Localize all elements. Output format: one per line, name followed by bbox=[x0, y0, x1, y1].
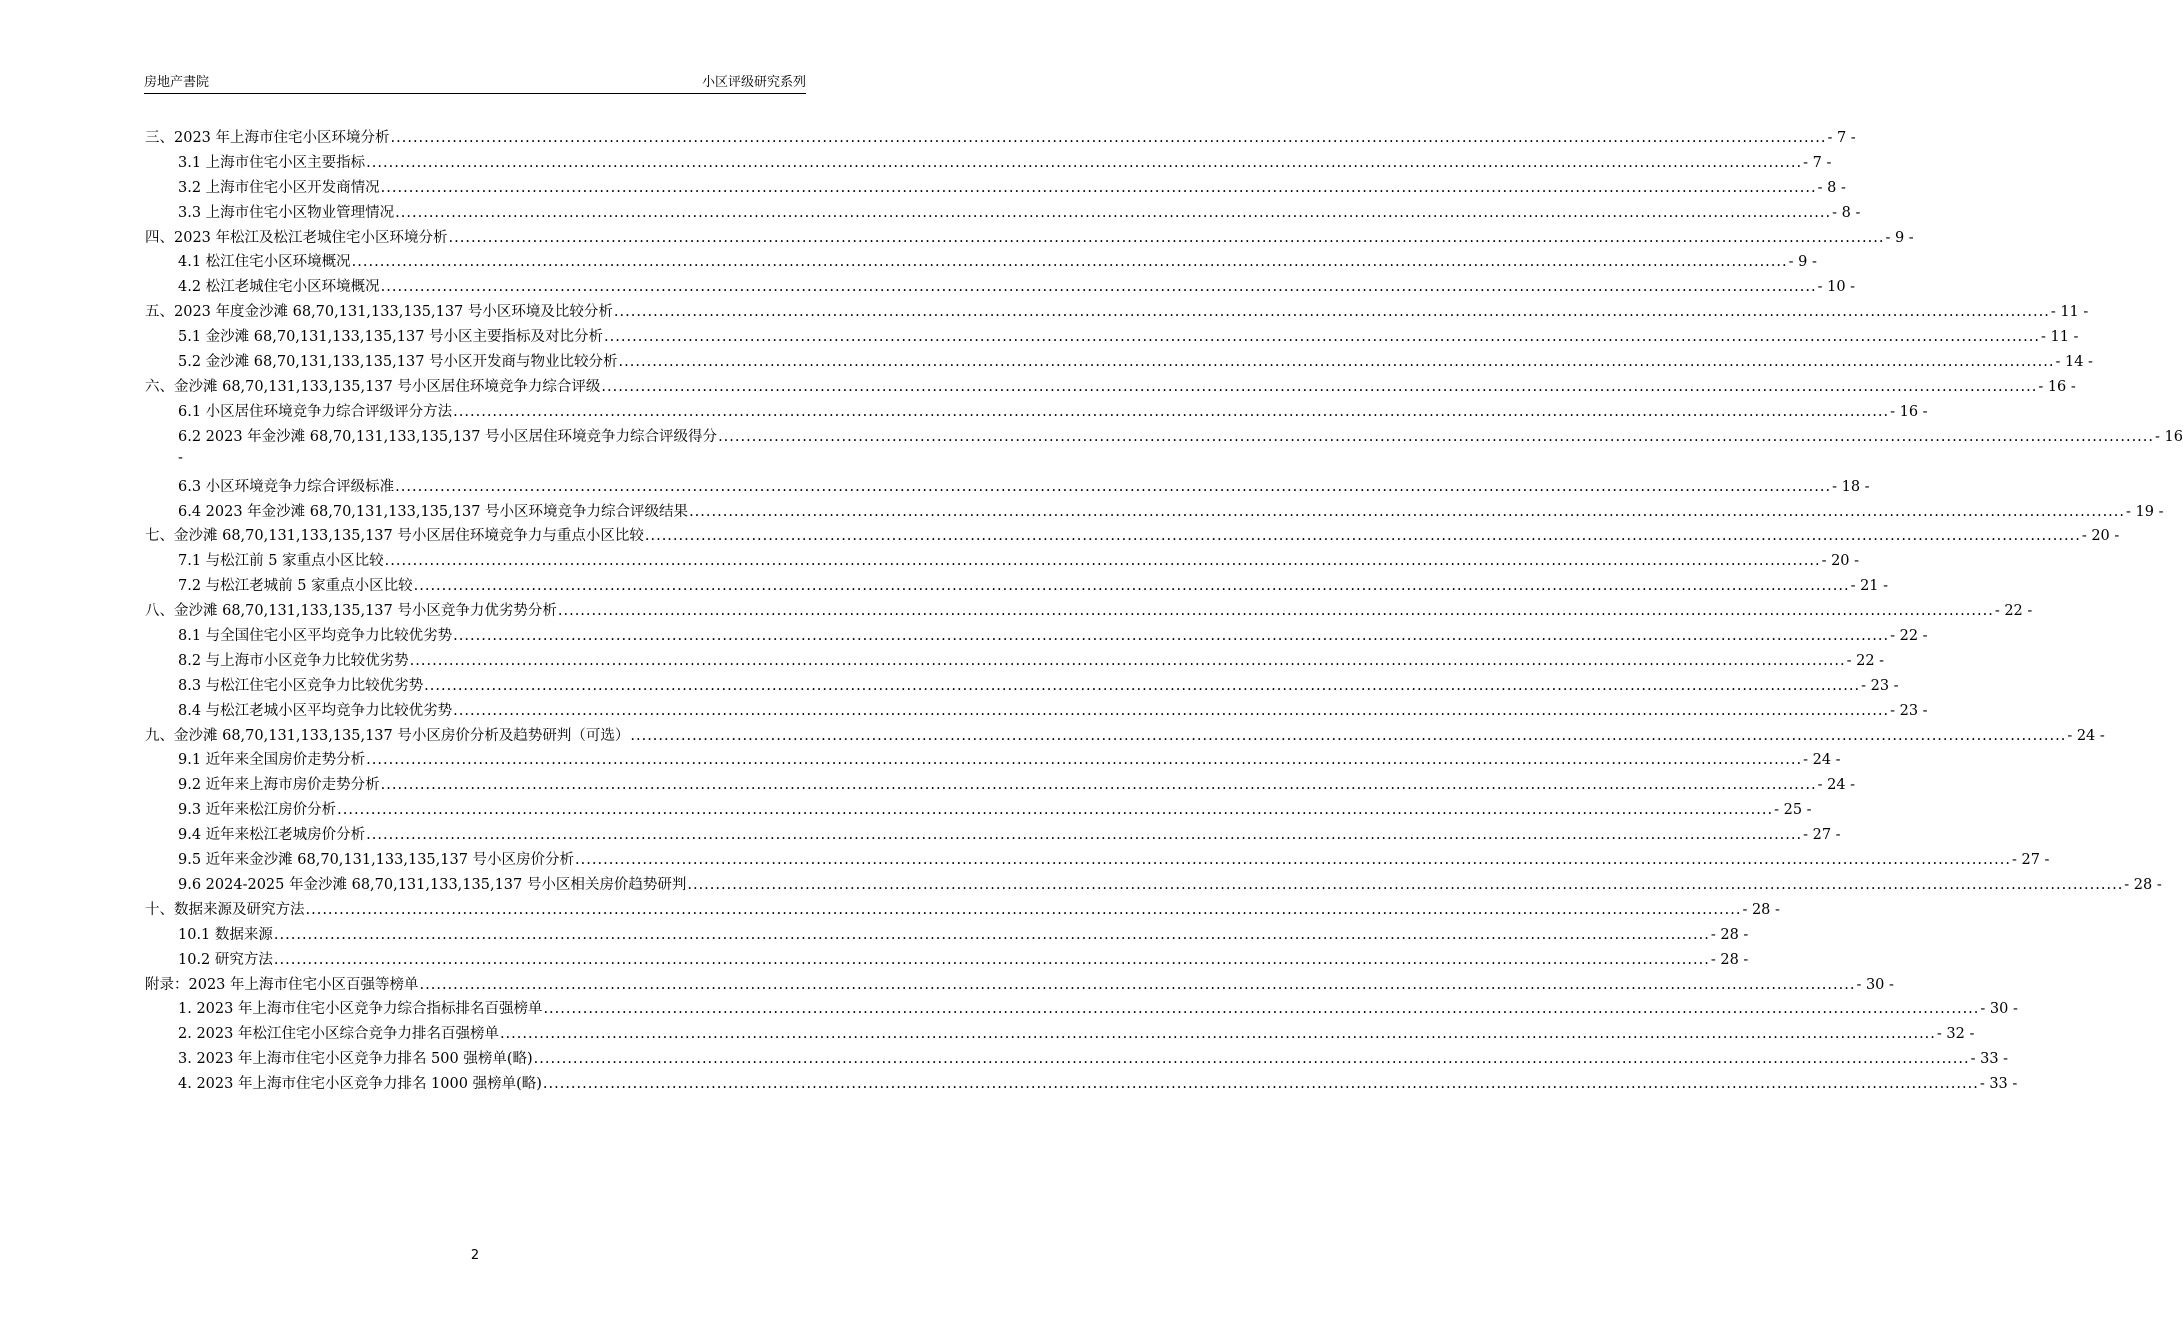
toc-entry-title: 十、数据来源及研究方法 bbox=[145, 901, 305, 918]
toc-entry-page: - 24 - bbox=[1803, 752, 1841, 769]
toc-entry-title: 4.2 松江老城住宅小区环境概况 bbox=[178, 279, 380, 296]
toc-entry-title: 9.1 近年来全国房价走势分析 bbox=[178, 752, 366, 769]
toc-leader-dots bbox=[500, 1026, 1936, 1042]
toc-entry-title: 5.2 金沙滩 68,70,131,133,135,137 号小区开发商与物业比较分析 bbox=[178, 354, 618, 371]
toc-leader-dots bbox=[337, 802, 1773, 818]
toc-entry-page: - 25 - bbox=[1774, 802, 1812, 819]
toc-entry-page: - 27 - bbox=[1803, 827, 1841, 844]
toc-leader-dots bbox=[601, 379, 2037, 395]
toc-entry-title: 7.2 与松江老城前 5 家重点小区比较 bbox=[178, 578, 413, 595]
toc-entry[interactable] bbox=[145, 898, 1780, 923]
toc-leader-dots bbox=[453, 703, 1889, 719]
toc-leader-dots bbox=[381, 180, 1817, 196]
toc-entry-title: 7.1 与松江前 5 家重点小区比较 bbox=[178, 553, 384, 570]
toc-entry[interactable] bbox=[145, 848, 2050, 873]
toc-entry[interactable] bbox=[145, 948, 1749, 973]
toc-entry[interactable] bbox=[145, 524, 2120, 549]
toc-leader-dots bbox=[687, 877, 2123, 893]
toc-entry-title: 4. 2023 年上海市住宅小区竞争力排名 1000 强榜单(略) bbox=[178, 1076, 542, 1093]
toc-entry[interactable] bbox=[145, 624, 1928, 649]
toc-entry-page: - 19 - bbox=[2126, 503, 2164, 520]
toc-entry[interactable] bbox=[145, 549, 1860, 574]
toc-entry-title: 8.1 与全国住宅小区平均竞争力比较优劣势 bbox=[178, 628, 453, 645]
toc-entry[interactable] bbox=[145, 798, 1812, 823]
toc-entry-title: 9.2 近年来上海市房价走势分析 bbox=[178, 777, 380, 794]
toc-leader-dots bbox=[395, 479, 1831, 495]
toc-leader-dots bbox=[385, 553, 1821, 569]
toc-entry[interactable] bbox=[145, 325, 2079, 350]
toc-entry-page: - 22 - bbox=[1890, 628, 1928, 645]
toc-entry-page: - 22 - bbox=[1846, 652, 1885, 669]
toc-leader-dots bbox=[395, 205, 1831, 221]
toc-entry-page-continuation: - bbox=[178, 449, 183, 466]
toc-entry-title: 三、2023 年上海市住宅小区环境分析 bbox=[145, 130, 390, 146]
toc-entry-title: 3.2 上海市住宅小区开发商情况 bbox=[178, 179, 380, 196]
toc-entry-title: 1. 2023 年上海市住宅小区竞争力综合指标排名百强榜单 bbox=[178, 1001, 543, 1018]
toc-leader-dots bbox=[424, 678, 1860, 694]
toc-entry-page: - 10 - bbox=[1817, 279, 1856, 296]
toc-leader-dots bbox=[391, 130, 1827, 146]
toc-entry-title: 3. 2023 年上海市住宅小区竞争力排名 500 强榜单(略) bbox=[178, 1051, 533, 1068]
toc-entry[interactable] bbox=[145, 973, 1894, 998]
toc-entry-page: - 8 - bbox=[1832, 204, 1861, 221]
toc-leader-dots bbox=[410, 653, 1846, 669]
toc-entry[interactable] bbox=[145, 300, 2089, 325]
toc-entry[interactable] bbox=[145, 1022, 1975, 1047]
toc-entry-page: - 14 - bbox=[2055, 354, 2093, 371]
toc-entry-page: - 30 - bbox=[1980, 1001, 2018, 1018]
toc-leader-dots bbox=[453, 628, 1889, 644]
toc-entry[interactable] bbox=[145, 1072, 2018, 1097]
toc-entry-page: - 16 - bbox=[1890, 403, 1928, 420]
toc-entry-title: 2. 2023 年松江住宅小区综合竞争力排名百强榜单 bbox=[178, 1026, 499, 1043]
toc-entry[interactable] bbox=[145, 126, 1856, 151]
toc-entry-title: 9.3 近年来松江房价分析 bbox=[178, 802, 337, 819]
toc-leader-dots bbox=[420, 977, 1856, 993]
toc-leader-dots bbox=[614, 304, 2050, 320]
toc-entry[interactable] bbox=[145, 425, 2183, 475]
toc-entry-title: 6.1 小区居住环境竞争力综合评级评分方法 bbox=[178, 403, 453, 420]
toc-entry-title: 四、2023 年松江及松江老城住宅小区环境分析 bbox=[145, 229, 448, 246]
toc-entry[interactable] bbox=[145, 226, 1914, 251]
toc-entry-title: 6.3 小区环境竞争力综合评级标准 bbox=[178, 478, 395, 495]
toc-entry[interactable] bbox=[145, 873, 2162, 898]
toc-entry-page: - 11 - bbox=[2050, 304, 2089, 321]
toc-entry[interactable] bbox=[145, 201, 1861, 226]
toc-entry-page: - 7 - bbox=[1803, 154, 1832, 171]
toc-leader-dots bbox=[543, 1076, 1979, 1092]
toc-entry-title: 六、金沙滩 68,70,131,133,135,137 号小区居住环境竞争力综合评级 bbox=[145, 378, 601, 395]
toc-entry-title: 9.6 2024-2025 年金沙滩 68,70,131,133,135,137 号小区相关房价趋势研判 bbox=[178, 876, 687, 893]
toc-leader-dots bbox=[604, 329, 2040, 345]
toc-entry[interactable] bbox=[145, 1047, 2009, 1072]
toc-entry-page: - 27 - bbox=[2011, 852, 2050, 869]
toc-entry-title: 6.4 2023 年金沙滩 68,70,131,133,135,137 号小区环境竞争力综合评级结果 bbox=[178, 503, 689, 520]
toc-entry[interactable] bbox=[145, 773, 1856, 798]
toc-entry-page: - 16 - bbox=[2038, 378, 2076, 395]
toc-entry[interactable] bbox=[145, 997, 2018, 1022]
toc-entry[interactable] bbox=[145, 475, 1870, 500]
toc-entry-page: - 9 - bbox=[1885, 229, 1914, 246]
toc-entry[interactable] bbox=[145, 574, 1889, 599]
toc-entry[interactable] bbox=[145, 250, 1817, 275]
toc-entry[interactable] bbox=[145, 151, 1832, 176]
toc-entry-page: - 33 - bbox=[1970, 1051, 2009, 1068]
toc-entry-page: - 22 - bbox=[1994, 603, 2033, 620]
toc-leader-dots bbox=[352, 254, 1788, 270]
toc-entry-page: - 28 - bbox=[2124, 876, 2162, 893]
toc-entry-title: 8.2 与上海市小区竞争力比较优劣势 bbox=[178, 652, 409, 669]
toc-entry[interactable] bbox=[145, 375, 2076, 400]
toc-leader-dots bbox=[558, 603, 1994, 619]
toc-entry-page: - 30 - bbox=[1856, 976, 1894, 993]
toc-entry[interactable] bbox=[145, 823, 1841, 848]
toc-entry-title: 七、金沙滩 68,70,131,133,135,137 号小区居住环境竞争力与重点小区比较 bbox=[145, 528, 644, 545]
toc-entry-title: 4.1 松江住宅小区环境概况 bbox=[178, 254, 351, 271]
table-of-contents bbox=[145, 126, 2183, 1097]
toc-leader-dots bbox=[630, 728, 2066, 744]
toc-entry[interactable] bbox=[145, 176, 1846, 201]
toc-entry-page: - 28 - bbox=[1710, 926, 1749, 943]
page-number: 2 bbox=[470, 1248, 480, 1263]
toc-leader-dots bbox=[366, 155, 1802, 171]
toc-entry-page: - 28 - bbox=[1742, 901, 1780, 918]
toc-entry-title: 八、金沙滩 68,70,131,133,135,137 号小区竞争力优劣势分析 bbox=[145, 603, 557, 620]
toc-leader-dots bbox=[449, 230, 1885, 246]
toc-entry-page: - 28 - bbox=[1710, 951, 1749, 968]
toc-entry-page: - 9 - bbox=[1788, 254, 1817, 271]
toc-leader-dots bbox=[575, 852, 2011, 868]
toc-entry-title: 九、金沙滩 68,70,131,133,135,137 号小区房价分析及趋势研判（可选） bbox=[145, 727, 630, 744]
toc-entry-page: - 32 - bbox=[1936, 1026, 1975, 1043]
toc-entry-page: - 21 - bbox=[1850, 578, 1889, 595]
toc-leader-dots bbox=[274, 927, 1710, 943]
toc-entry-page: - 20 - bbox=[2081, 528, 2120, 545]
toc-leader-dots bbox=[414, 578, 1850, 594]
toc-leader-dots bbox=[381, 777, 1817, 793]
toc-entry-title: 8.4 与松江老城小区平均竞争力比较优劣势 bbox=[178, 702, 453, 719]
toc-entry[interactable] bbox=[145, 748, 1841, 773]
toc-leader-dots bbox=[619, 354, 2055, 370]
page-header bbox=[144, 66, 806, 94]
toc-entry[interactable] bbox=[145, 649, 1885, 674]
toc-entry[interactable] bbox=[145, 674, 1899, 699]
toc-entry-page: - 24 - bbox=[1817, 777, 1856, 794]
toc-entry-page: - 23 - bbox=[1861, 677, 1899, 694]
toc-leader-dots bbox=[543, 1001, 1979, 1017]
toc-entry-title: 9.5 近年来金沙滩 68,70,131,133,135,137 号小区房价分析 bbox=[178, 852, 575, 869]
toc-leader-dots bbox=[453, 404, 1889, 420]
toc-entry-title: 附录：2023 年上海市住宅小区百强等榜单 bbox=[145, 976, 419, 993]
toc-entry-page: - 23 - bbox=[1890, 702, 1928, 719]
toc-leader-dots bbox=[645, 528, 2081, 544]
toc-entry-page: - 8 - bbox=[1817, 179, 1846, 196]
toc-entry-page: - 18 - bbox=[1832, 478, 1870, 495]
toc-entry[interactable] bbox=[145, 275, 1856, 300]
toc-leader-dots bbox=[534, 1051, 1970, 1067]
toc-entry-title: 5.1 金沙滩 68,70,131,133,135,137 号小区主要指标及对比分析 bbox=[178, 329, 604, 346]
toc-leader-dots bbox=[306, 902, 1742, 918]
toc-entry-title: 3.1 上海市住宅小区主要指标 bbox=[178, 154, 366, 171]
toc-entry-page: - 7 - bbox=[1827, 130, 1856, 146]
toc-entry[interactable] bbox=[145, 500, 2164, 525]
toc-entry[interactable] bbox=[145, 400, 1928, 425]
header-right-title: 小区评级研究系列 bbox=[701, 75, 806, 90]
toc-leader-dots bbox=[366, 827, 1802, 843]
toc-entry[interactable] bbox=[145, 599, 2033, 624]
toc-entry-page: - 16 bbox=[2155, 428, 2183, 445]
toc-entry-page: - 20 - bbox=[1821, 553, 1860, 570]
toc-leader-dots bbox=[718, 429, 2154, 445]
toc-entry-title: 3.3 上海市住宅小区物业管理情况 bbox=[178, 204, 395, 221]
toc-entry-title: 8.3 与松江住宅小区竞争力比较优劣势 bbox=[178, 677, 424, 694]
toc-leader-dots bbox=[274, 952, 1710, 968]
toc-entry-page: - 11 - bbox=[2040, 329, 2079, 346]
toc-entry-title: 6.2 2023 年金沙滩 68,70,131,133,135,137 号小区居住环境竞争力综合评级得分 bbox=[178, 428, 718, 445]
toc-entry[interactable] bbox=[145, 350, 2093, 375]
toc-entry-page: - 33 - bbox=[1979, 1076, 2018, 1093]
toc-leader-dots bbox=[381, 279, 1817, 295]
toc-entry-title: 10.2 研究方法 bbox=[178, 951, 273, 968]
header-left-title: 房地产書院 bbox=[144, 75, 210, 90]
toc-entry-title: 9.4 近年来松江老城房价分析 bbox=[178, 827, 366, 844]
toc-entry-page: - 24 - bbox=[2067, 727, 2105, 744]
toc-entry[interactable] bbox=[145, 923, 1749, 948]
toc-entry-title: 五、2023 年度金沙滩 68,70,131,133,135,137 号小区环境及比较分析 bbox=[145, 304, 613, 321]
toc-entry[interactable] bbox=[145, 724, 2105, 749]
toc-leader-dots bbox=[366, 752, 1802, 768]
toc-leader-dots bbox=[689, 504, 2125, 520]
toc-entry-title: 10.1 数据来源 bbox=[178, 926, 273, 943]
toc-entry[interactable] bbox=[145, 699, 1928, 724]
